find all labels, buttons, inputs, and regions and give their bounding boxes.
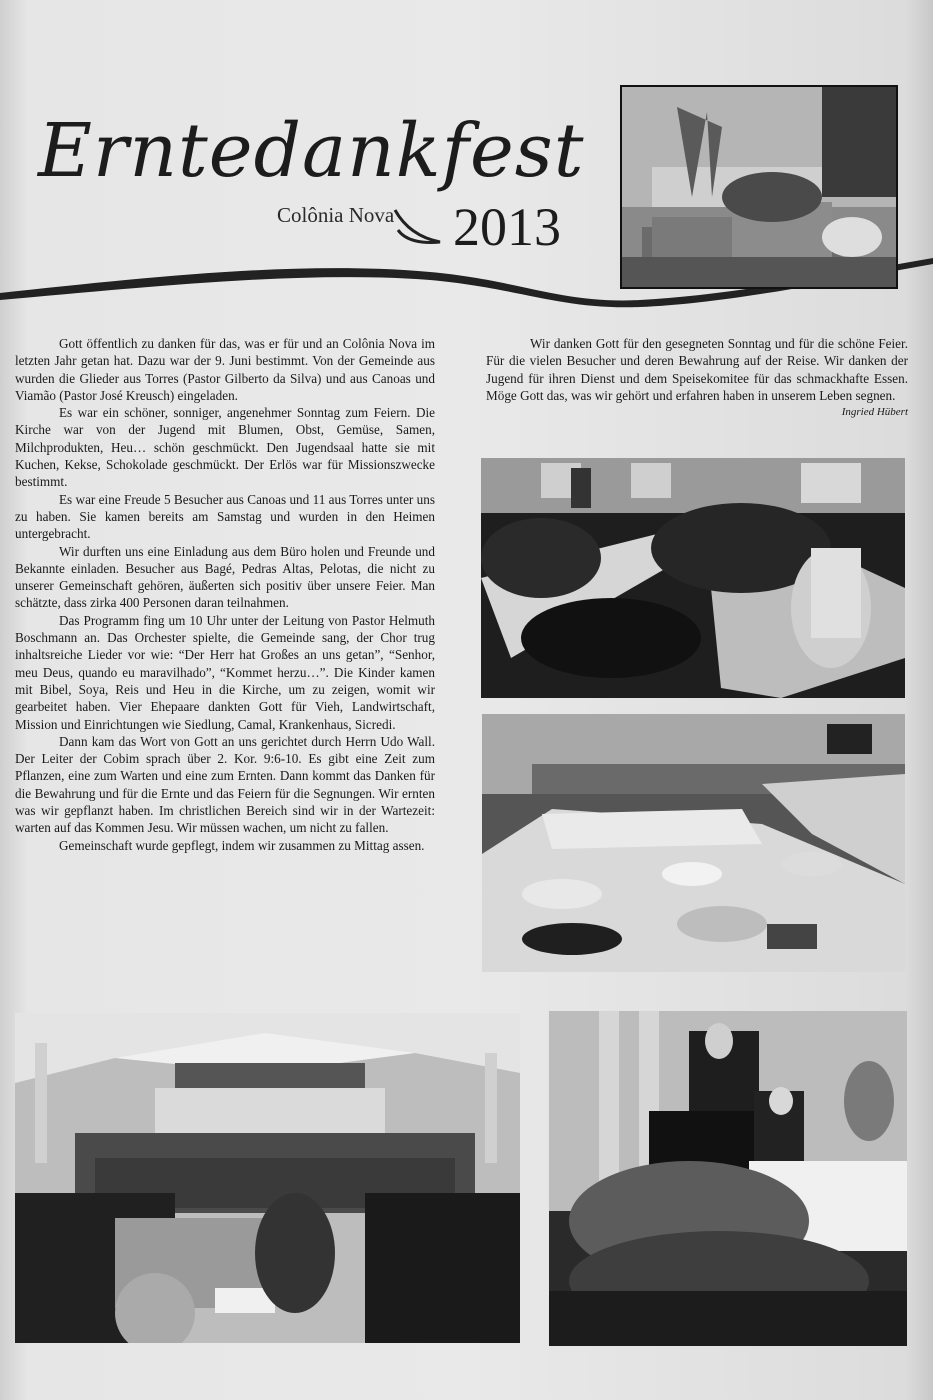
photo-congregation <box>15 1013 520 1343</box>
article-title: Erntedankfest <box>38 108 585 194</box>
paragraph: Es war eine Freude 5 Besucher aus Canoas und 11 aus Torres unter uns zu haben. Sie kamen bereits am Samstag und wurden in den Heimen untergebracht. <box>15 491 435 542</box>
photo-speaker-pulpit <box>549 1011 907 1346</box>
left-article-column <box>15 335 435 854</box>
paragraph: Dann kam das Wort von Gott an uns gerichtet durch Herrn Udo Wall. Der Leiter der Cobim sprach über 2. Kor. 9:6-10. Es gibt eine Zeit zum Pflanzen, eine zum Warten und eine zum Ernten. Dann kommt das Danken für die Bewahrung und für die Ernte und das Feiern für die Segnungen. Wir ernten was wir gepflanzt haben. Im christlichen Bereich sind wir in der Wartezeit: warten auf das Kommen Jesu. Wir müssen wachen, um nicht zu fallen. <box>15 733 435 836</box>
article-subtitle: Colônia Nova <box>277 203 395 227</box>
paragraph: Wir durften uns eine Einladung aus dem Büro holen und Freunde und Bekannte einladen. Besucher aus Bagé, Pedras Altas, Pelotas, die nicht zu unserer Gemeinschaft gehören, äußerten sich positiv über unsere Feier. Man schätzte, dass zirka 400 Personen daran teilnahmen. <box>15 543 435 611</box>
article-year: 2013 <box>453 197 561 257</box>
right-article-column <box>486 335 908 421</box>
photo-harvest-display <box>620 85 898 289</box>
photo-dining-hall <box>481 458 905 698</box>
paragraph: Gemeinschaft wurde gepflegt, indem wir zusammen zu Mittag assen. <box>59 837 425 853</box>
paragraph: Es war ein schöner, sonniger, angenehmer Sonntag zum Feiern. Die Kirche war von der Jugend mit Blumen, Obst, Gemüse, Samen, Milchprodukten, Heu… schön geschmückt. Den Jugendsaal hatte sie mit Kuchen, Kekse, Schokolade geschmückt. Der Erlös war für Missionszwecke bestimmt. <box>15 405 435 490</box>
author-signature: Ingried Hübert <box>841 406 908 419</box>
paragraph: Gott öffentlich zu danken für das, was er für und an Colônia Nova im letzten Jahr getan hat. Dazu war der 9. Juni bestimmt. Von der Gemeinde aus wurden die Glieder aus Torres (Pastor Gilberto da Silva) und aus Canoas und Viamão (Pastor José Kreusch) eingeladen. <box>15 336 435 403</box>
photo-food-tables <box>482 714 905 972</box>
paragraph: Wir danken Gott für den gesegneten Sonntag und für die schöne Feier. Für die vielen Besucher und deren Bewahrung auf der Reise. Wir danken der Jugend für ihren Dienst und dem Speisekomitee für das schmackhafte Essen. Möge Gott das, was wir gehört und erfahren haben in unserem Leben segnen. <box>486 336 908 403</box>
paragraph: Das Programm fing um 10 Uhr unter der Leitung von Pastor Helmuth Boschmann an. Das Orchester spielte, die Gemeinde sang, der Chor trug inhaltsreiche Lieder vor wie: “Der Herr hat Großes an uns getan”, “Senhor, meu Deus, quando eu maravilhado”, “Kommet herzu…”. Die Kinder kamen mit Bibel, Soya, Reis und Heu in die Kirche, um zu zeigen, womit wir gearbeitet haben. Vier Ehepaare dankten Gott für Vieh, Landwirtschaft, Mission und Einrichtungen wie Siedlung, Camal, Krankenhaus, Sicredi. <box>15 612 435 732</box>
